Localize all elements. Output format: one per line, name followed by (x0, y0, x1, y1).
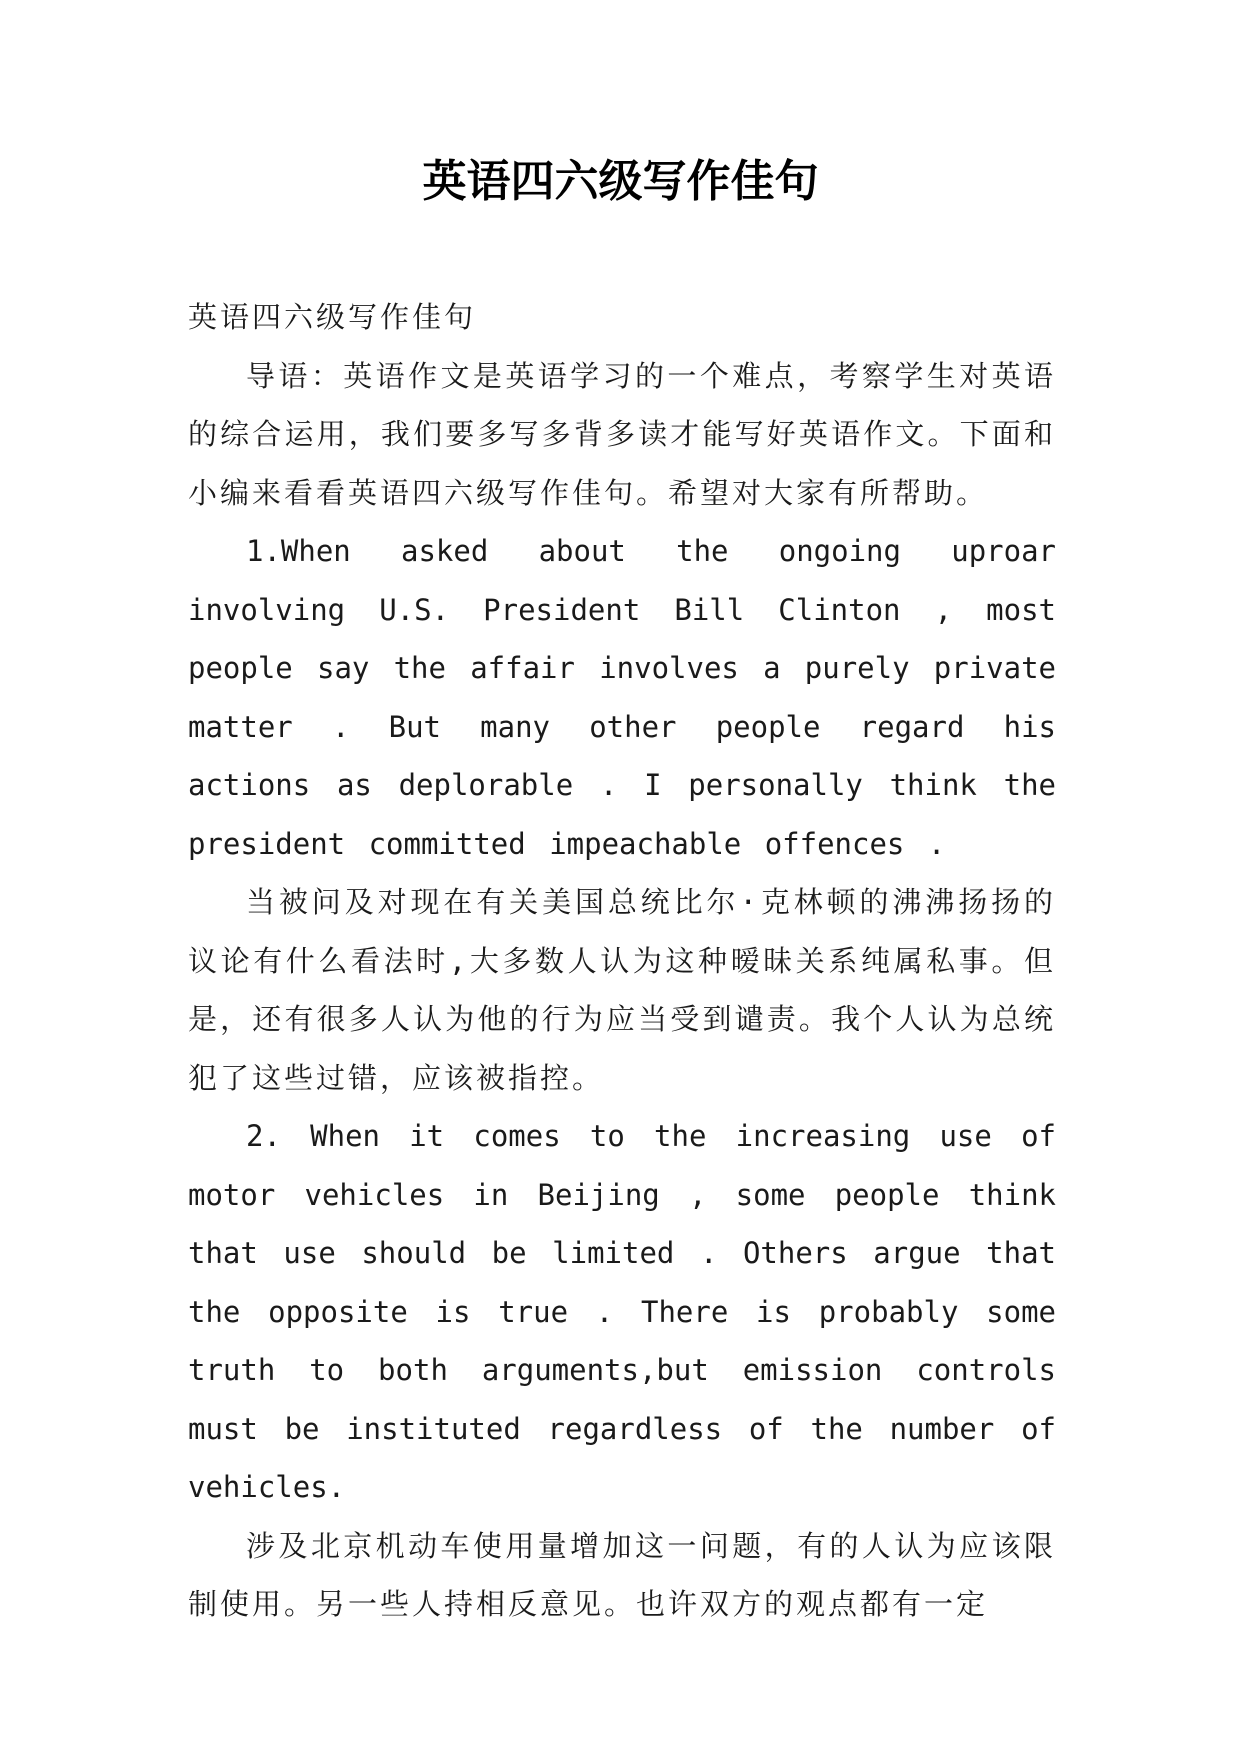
document-title: 英语四六级写作佳句 (422, 156, 819, 207)
example-2-english: 2. When it comes to the increasing use of motor vehicles in Beijing , some people think that use should be limited . Others argue that the opposite is true . There is probably some truth to both arguments,but emission controls must be instituted regardless of the number of vehicles. (188, 1119, 1056, 1504)
example-1-chinese: 当被问及对现在有关美国总统比尔·克林顿的沸沸扬扬的议论有什么看法时,大多数人认为这种暧昧关系纯属私事。但是，还有很多人认为他的行为应当受到谴责。我个人认为总统犯了这些过错，应该被指控。 (188, 885, 1056, 1095)
example-2-chinese: 涉及北京机动车使用量增加这一问题，有的人认为应该限制使用。另一些人持相反意见。也许双方的观点都有一定 (188, 1528, 1056, 1621)
document-subtitle: 英语四六级写作佳句 (188, 300, 477, 334)
document-body (188, 288, 1056, 1634)
intro-paragraph: 导语：英语作文是英语学习的一个难点，考察学生对英语的综合运用，我们要多写多背多读才能写好英语作文。下面和小编来看看英语四六级写作佳句。希望对大家有所帮助。 (188, 358, 1056, 510)
example-1-english: 1.When asked about the ongoing uproar involving U.S. President Bill Clinton , most people say the affair involves a purely private matter . But many other people regard his actions as deplorable . I personally think the president committed impeachable offences . (188, 534, 1056, 861)
